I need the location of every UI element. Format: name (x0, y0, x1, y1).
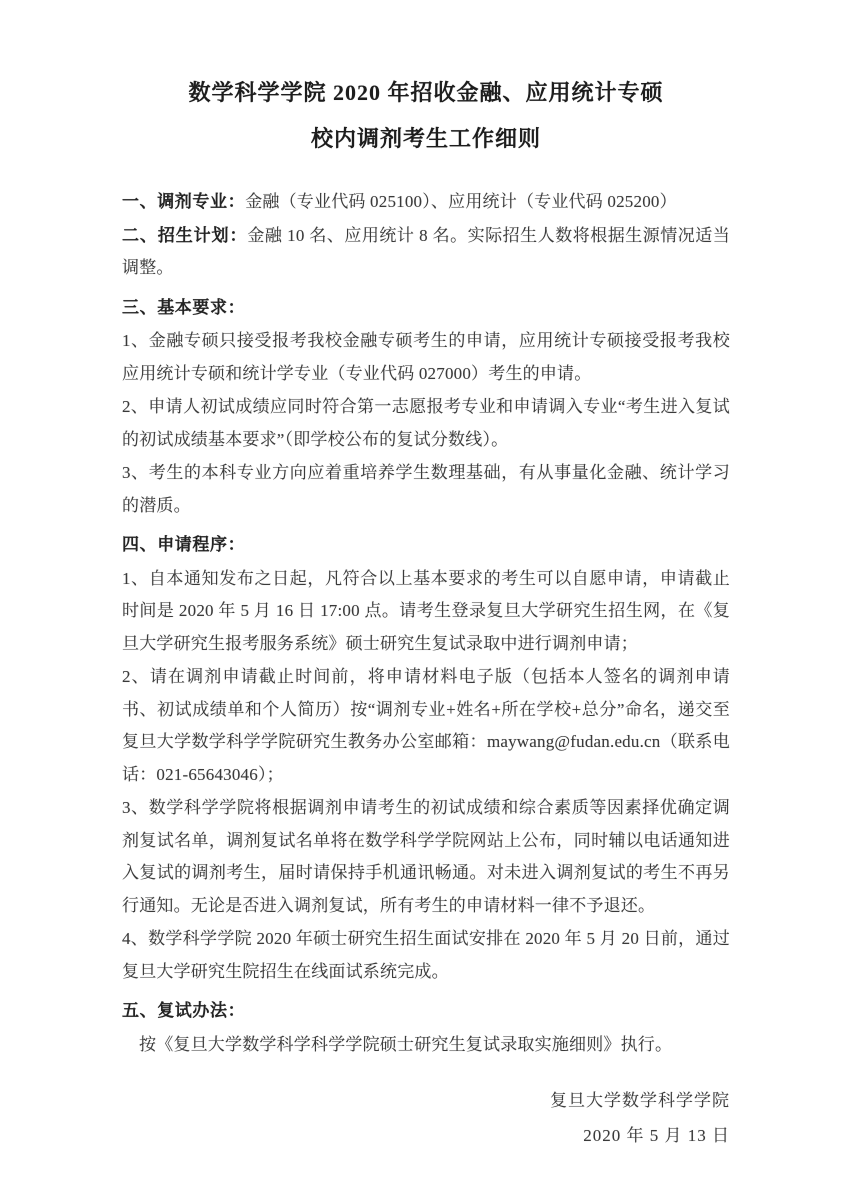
paragraph-text: 金融（专业代码 025100）、应用统计（专业代码 025200） (245, 192, 677, 211)
document-body (122, 186, 730, 1061)
paragraph-text: 金融 10 名、应用统计 8 名。实际招生人数将根据生源情况适当调整。 (122, 225, 731, 277)
paragraph-text: 2、请在调剂申请截止时间前，将申请材料电子版（包括本人签名的调剂申请书、初试成绩单和个人简历）按“调剂专业+姓名+所在学校+总分”命名，递交至复旦大学数学科学学院研究生教务办公室邮箱：maywang@fudan.edu.cn（联系电话：021-65643046）； (122, 667, 730, 784)
paragraph-text: 4、数学科学学院 2020 年硕士研究生招生面试安排在 2020 年 5 月 20 日前，通过复旦大学研究生院招生在线面试系统完成。 (122, 929, 730, 981)
paragraph (122, 391, 730, 456)
section-heading (122, 995, 730, 1028)
section-label: 一、调剂专业： (122, 192, 246, 211)
document-title-line-2: 校内调剂考生工作细则 (310, 126, 541, 151)
paragraph (122, 923, 730, 988)
paragraph (122, 220, 730, 285)
section-label: 五、复试办法： (122, 1001, 246, 1020)
paragraph-text: 3、考生的本科专业方向应着重培养学生数理基础，有从事量化金融、统计学习的潜质。 (122, 463, 730, 515)
paragraph (122, 1029, 730, 1062)
document-title-line-1: 数学科学学院 2020 年招收金融、应用统计专硕 (188, 80, 664, 105)
paragraph (122, 563, 730, 661)
paragraph-text: 1、自本通知发布之日起，凡符合以上基本要求的考生可以自愿申请，申请截止时间是 2020 年 5 月 16 日 17:00 点。请考生登录复旦大学研究生招生网，在《复旦大学研究生报考服务系统》硕士研究生复试录取中进行调剂申请； (122, 568, 730, 653)
section-heading (122, 529, 730, 562)
document-content (122, 80, 730, 1153)
signature-organization: 复旦大学数学科学学院 (550, 1091, 730, 1110)
paragraph-text: 3、数学科学学院将根据调剂申请考生的初试成绩和综合素质等因素择优确定调剂复试名单，调剂复试名单将在数学科学学院网站上公布，同时辅以电话通知进入复试的调剂考生，届时请保持手机通讯畅通。对未进入调剂复试的考生不再另行通知。无论是否进入调剂复试，所有考生的申请材料一律不予退还。 (122, 798, 730, 915)
paragraph-text: 2、申请人初试成绩应同时符合第一志愿报考专业和申请调入专业“考生进入复试的初试成绩基本要求”（即学校公布的复试分数线）。 (122, 397, 730, 449)
paragraph (122, 186, 730, 219)
signature-date: 2020 年 5 月 13 日 (583, 1126, 730, 1145)
paragraph (122, 325, 730, 390)
paragraph (122, 457, 730, 522)
paragraph-text: 按《复旦大学数学科学科学学院硕士研究生复试录取实施细则》执行。 (139, 1034, 673, 1054)
paragraph (122, 792, 730, 922)
paragraph (122, 661, 730, 791)
signature-block (122, 1083, 730, 1153)
section-heading (122, 292, 730, 325)
paragraph-text: 1、金融专硕只接受报考我校金融专硕考生的申请，应用统计专硕接受报考我校应用统计专硕和统计学专业（专业代码 027000）考生的申请。 (122, 331, 730, 383)
section-label: 二、招生计划： (122, 225, 248, 245)
section-label: 四、申请程序： (122, 535, 246, 554)
section-label: 三、基本要求： (122, 297, 246, 317)
